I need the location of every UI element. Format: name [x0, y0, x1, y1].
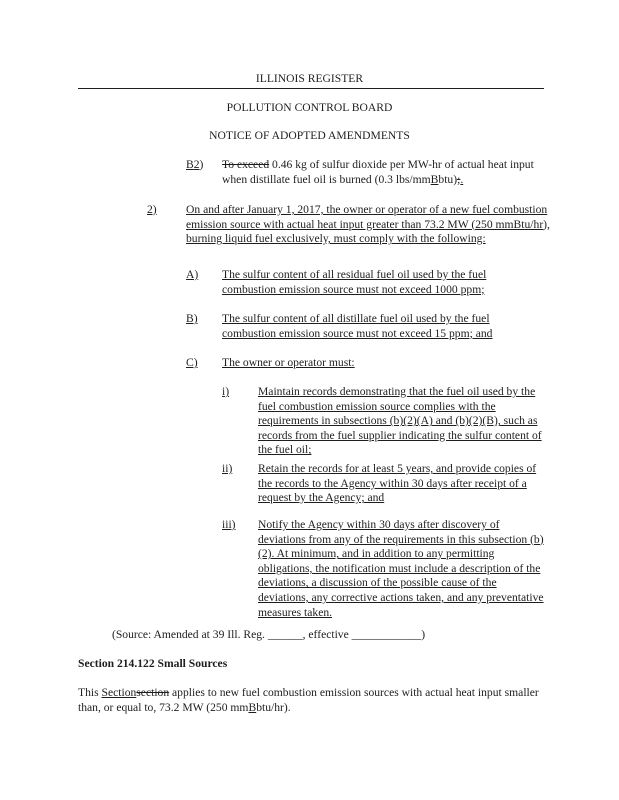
item-b-text: The sulfur content of all distillate fuel oil used by the fuel combustion emission source must not exceed 15 ppm; and	[222, 312, 493, 340]
item-i-number: i)	[222, 385, 230, 398]
board-title: POLLUTION CONTROL BOARD	[226, 101, 393, 114]
item-ii-number: ii)	[222, 462, 233, 475]
item-c-text: The owner or operator must:	[222, 356, 355, 369]
register-title: ILLINOIS REGISTER	[255, 72, 364, 85]
item-iii-text: Notify the Agency within 30 days after discovery of deviations from any of the requirements in this subsection (b)(2). At minimum, and in addition to any permitting obligations, the notification must include a description of the deviations, a discussion of the possible cause of the deviations, any corrective actions taken, and any preventative measures taken.	[258, 518, 544, 619]
notice-title: NOTICE OF ADOPTED AMENDMENTS	[209, 129, 410, 142]
item-i-text: Maintain records demonstrating that the fuel oil used by the fuel combustion emission source complies with the requirements in subsections (b)(2)(A) and (b)(2)(B), such as records from the fuel supplier indicating the sulfur content of the fuel oil;	[258, 385, 542, 457]
item-b2-number: B2)	[186, 158, 204, 171]
item-2-number: 2)	[147, 203, 157, 216]
source-note: (Source: Amended at 39 Ill. Reg. ______, effective ____________)	[112, 628, 426, 641]
item-b2-text: To exceed 0.46 kg of sulfur dioxide per MW-hr of actual heat input when distillate fuel oil is burned (0.3 lbs/mmBbtu);.	[222, 158, 534, 186]
header-rule	[78, 88, 544, 89]
item-c-number: C)	[186, 356, 198, 369]
item-a-text: The sulfur content of all residual fuel oil used by the fuel combustion emission source must not exceed 1000 ppm;	[222, 268, 487, 296]
item-a-number: A)	[186, 268, 199, 281]
item-2-text: On and after January 1, 2017, the owner or operator of a new fuel combustion emission source with actual heat input greater than 73.2 MW (250 mmBtu/hr), burning liquid fuel exclusively, must comply with the following:	[186, 203, 550, 246]
item-iii-number: iii)	[222, 518, 236, 531]
section-heading: Section 214.122 Small Sources	[78, 657, 228, 670]
item-b-number: B)	[186, 312, 198, 325]
section-body: This Sectionsection applies to new fuel combustion emission sources with actual heat input smaller than, or equal to, 73.2 MW (250 mmBbtu/hr).	[78, 686, 539, 714]
item-ii-text: Retain the records for at least 5 years, and provide copies of the records to the Agency within 30 days after receipt of a request by the Agency; and	[258, 462, 537, 505]
